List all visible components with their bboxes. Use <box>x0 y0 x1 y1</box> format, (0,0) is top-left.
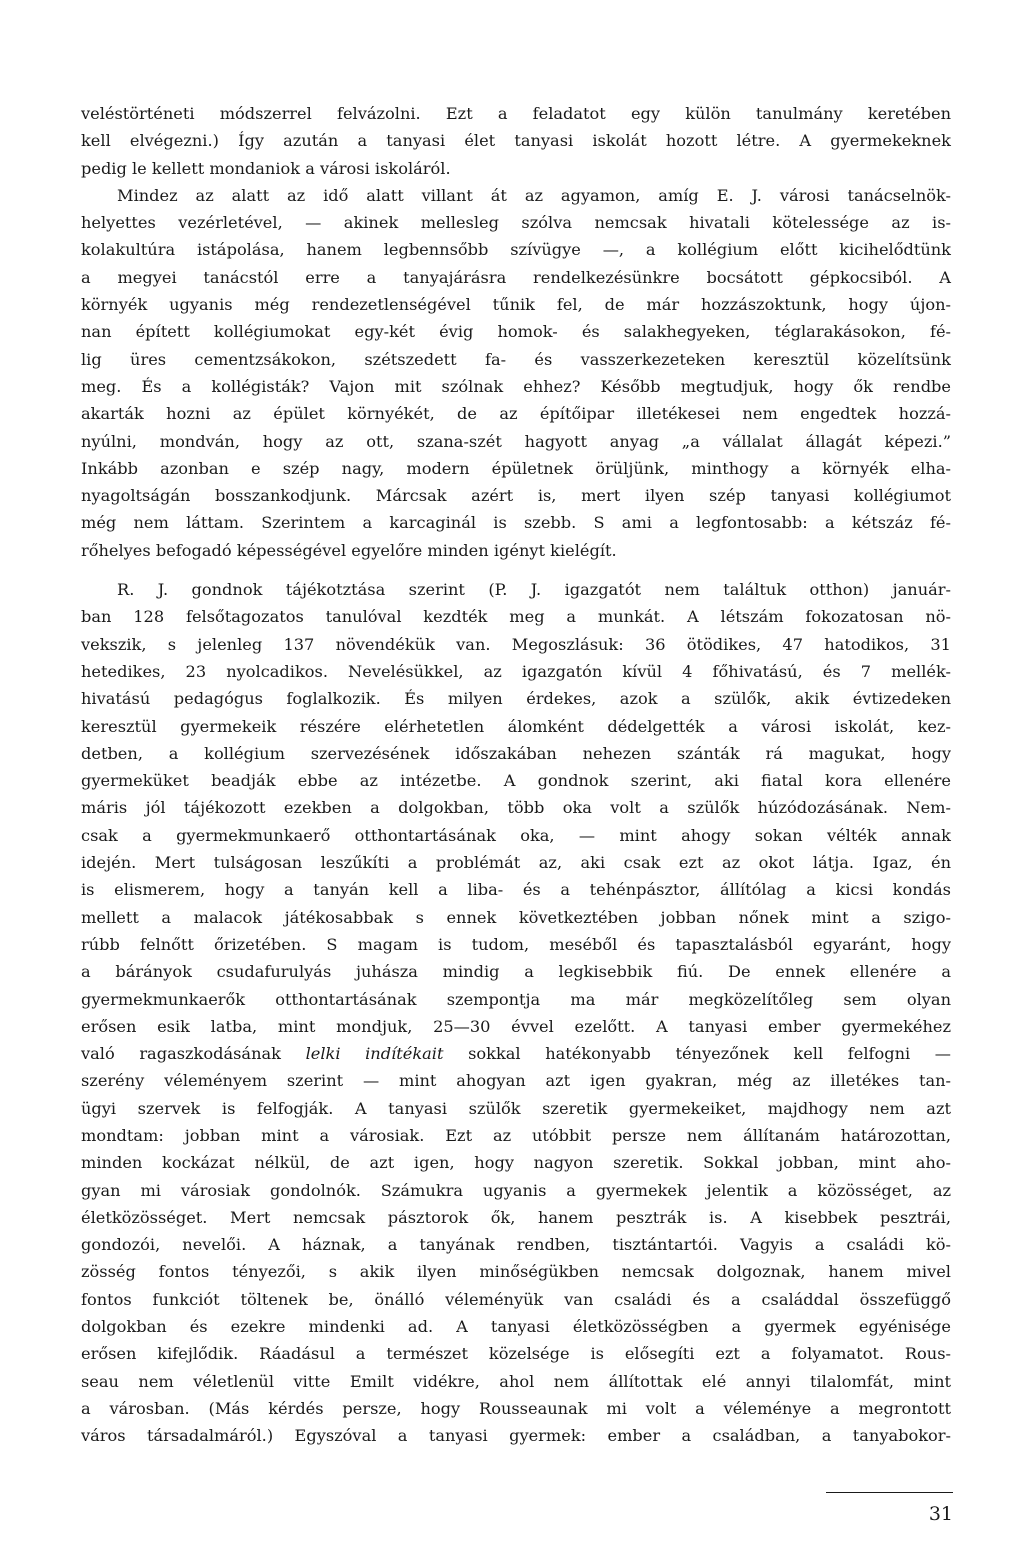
footer-rule <box>826 1492 953 1493</box>
text-line: rőhelyes befogadó képességével egyelőre minden igényt kielégít. <box>81 540 617 560</box>
emphasized-phrase: lelki indítékait <box>305 1044 444 1064</box>
body-text <box>81 100 951 1450</box>
text-line: fontos funkciót töltenek be, önálló véleményük van családi és a családdal összefüggő <box>81 1289 951 1309</box>
text-line: veléstörténeti módszerrel felvázolni. Ezt a feladatot egy külön tanulmány keretében <box>81 104 951 123</box>
text-line: lig üres cementzsákokon, szétszedett fa- és vasszerkezeteken keresztül közelítsünk <box>81 349 951 369</box>
text-line: detben, a kollégium szervezésének időszakában nehezen szánták rá magukat, hogy <box>81 743 951 763</box>
text-line: Mindez az alatt az idő alatt villant át az agyamon, amíg E. J. városi tanácselnök- <box>117 185 951 205</box>
text-line: város társadalmáról.) Egyszóval a tanyasi gyermek: ember a családban, a tanyabokor- <box>81 1426 951 1446</box>
text-line: helyettes vezérletével, — akinek mellesleg szólva nemcsak hivatali kötelessége az is- <box>81 213 951 233</box>
paragraph-gap <box>81 564 951 576</box>
text-line: gyan mi városiak gondolnók. Számukra ugyanis a gyermekek jelentik a közösséget, az <box>81 1180 951 1200</box>
paragraph <box>81 182 951 564</box>
text-line: vekszik, s jelenleg 137 növendékük van. Megoszlásuk: 36 ötödikes, 47 hatodikos, 31 <box>81 634 951 654</box>
text-line: Inkább azonban e szép nagy, modern épületnek örüljünk, minthogy a környék elha- <box>81 458 951 478</box>
text-line: csak a gyermekmunkaerő otthontartásának oka, — mint ahogy sokan vélték annak <box>81 825 951 845</box>
text-line: ban 128 felsőtagozatos tanulóval kezdték meg a munkát. A létszám fokozatosan nö- <box>81 607 951 627</box>
text-line: mellett a malacok játékosabbak s ennek következtében jobban nőnek mint a szigo- <box>81 907 951 927</box>
paragraph <box>81 576 951 1450</box>
page-number: 31 <box>928 1503 953 1525</box>
text-line: zösség fontos tényezői, s akik ilyen minőségükben nemcsak dolgoznak, hanem mivel <box>81 1262 951 1282</box>
text-line: a városban. (Más kérdés persze, hogy Rousseaunak mi volt a véleménye a megrontott <box>81 1398 951 1418</box>
text-line: hivatású pedagógus foglalkozik. És milyen érdekes, azok a szülők, akik évtizedeken <box>81 689 951 709</box>
text-line: a bárányok csudafurulyás juhásza mindig a legkisebbik fiú. De ennek ellenére a <box>81 962 951 982</box>
text-line: dolgokban és ezekre mindenki ad. A tanyasi életközösségben a gyermek egyénisége <box>81 1317 951 1337</box>
text-line: nyagoltságán bosszankodjunk. Márcsak azért is, mert ilyen szép tanyasi kollégiumot <box>81 486 951 506</box>
text-line: erősen esik latba, mint mondjuk, 25—30 évvel ezelőtt. A tanyasi ember gyermekéhez <box>81 1016 951 1036</box>
text-line: életközösséget. Mert nemcsak pásztorok ők, hanem pesztrák is. A kisebbek pesztrái, <box>81 1207 951 1227</box>
text-line: gyermeküket beadják ebbe az intézetbe. A gondnok szerint, aki fiatal kora ellenére <box>81 771 951 791</box>
text-line: rúbb felnőtt őrizetében. S magam is tudom, meséből és tapasztalásból egyaránt, hogy <box>81 934 951 954</box>
text-line: is elismerem, hogy a tanyán kell a liba- és a tehénpásztor, állítólag a kicsi kondás <box>81 880 951 900</box>
text-line: ügyi szervek is felfogják. A tanyasi szülők szeretik gyermekeiket, majdhogy nem azt <box>81 1098 951 1118</box>
text-line: kolakultúra istápolása, hanem legbennsőbb szívügye —, a kollégium előtt kicihelődtünk <box>81 240 951 260</box>
text-line: idején. Mert tulságosan leszűkíti a problémát az, aki csak ezt az okot látja. Igaz, én <box>81 853 951 873</box>
text-line: nyúlni, mondván, hogy az ott, szana-szét hagyott anyag „a vállalat állagát képezi.” <box>81 431 951 451</box>
text-line: minden kockázat nélkül, de azt igen, hogy nagyon szeretik. Sokkal jobban, mint aho- <box>81 1153 951 1173</box>
text-line: akarták hozni az épület környékét, de az építőipar illetékesei nem engedtek hozzá- <box>81 404 951 424</box>
text-line: való ragaszkodásának lelki indítékait sokkal hatékonyabb tényezőnek kell felfogni — <box>81 1044 951 1064</box>
text-line: seau nem véletlenül vitte Emilt vidékre, ahol nem állítottak elé annyi tilalomfát, mint <box>81 1371 951 1391</box>
text-line: gondozói, nevelői. A háznak, a tanyának rendben, tisztántartói. Vagyis a családi kö- <box>81 1235 951 1255</box>
text-line: mondtam: jobban mint a városiak. Ezt az utóbbit persze nem állítanám határozottan, <box>81 1125 951 1145</box>
text-line: még nem láttam. Szerintem a karcaginál is szebb. S ami a legfontosabb: a kétszáz fé- <box>81 513 951 533</box>
text-line: a megyei tanácstól erre a tanyajárásra rendelkezésünkre bocsátott gépkocsiból. A <box>81 267 951 287</box>
text-line: pedig le kellett mondaniok a városi iskoláról. <box>81 158 451 178</box>
text-line: hetedikes, 23 nyolcadikos. Nevelésükkel, az igazgatón kívül 4 főhivatású, és 7 mellék- <box>81 661 951 681</box>
text-line: R. J. gondnok tájékotztása szerint (P. J. igazgatót nem találtuk otthon) január- <box>117 580 951 600</box>
text-line: szerény véleményem szerint — mint ahogyan azt igen gyakran, még az illetékes tan- <box>81 1071 951 1091</box>
text-line: kell elvégezni.) Így azután a tanyasi élet tanyasi iskolát hozott létre. A gyermekeknek <box>81 131 951 151</box>
text-line: nan épített kollégiumokat egy-két évig homok- és salakhegyeken, téglarakásokon, fé- <box>81 322 951 342</box>
text-line: környék ugyanis még rendezetlenségével tűnik fel, de már hozzászoktunk, hogy újon- <box>81 295 951 315</box>
text-line: meg. És a kollégisták? Vajon mit szólnak ehhez? Később megtudjuk, hogy ők rendbe <box>81 376 951 396</box>
text-line: máris jól tájékozott ezekben a dolgokban, több oka volt a szülők húzódozásának. Nem- <box>81 798 951 818</box>
text-line: erősen kifejlődik. Ráadásul a természet közelsége is elősegíti ezt a folyamatot. Rous- <box>81 1344 951 1364</box>
paragraph <box>81 100 951 182</box>
text-line: gyermekmunkaerők otthontartásának szempontja ma már megközelítőleg sem olyan <box>81 989 951 1009</box>
text-line: keresztül gyermekeik részére elérhetetlen álomként dédelgették a városi iskolát, kez- <box>81 716 951 736</box>
